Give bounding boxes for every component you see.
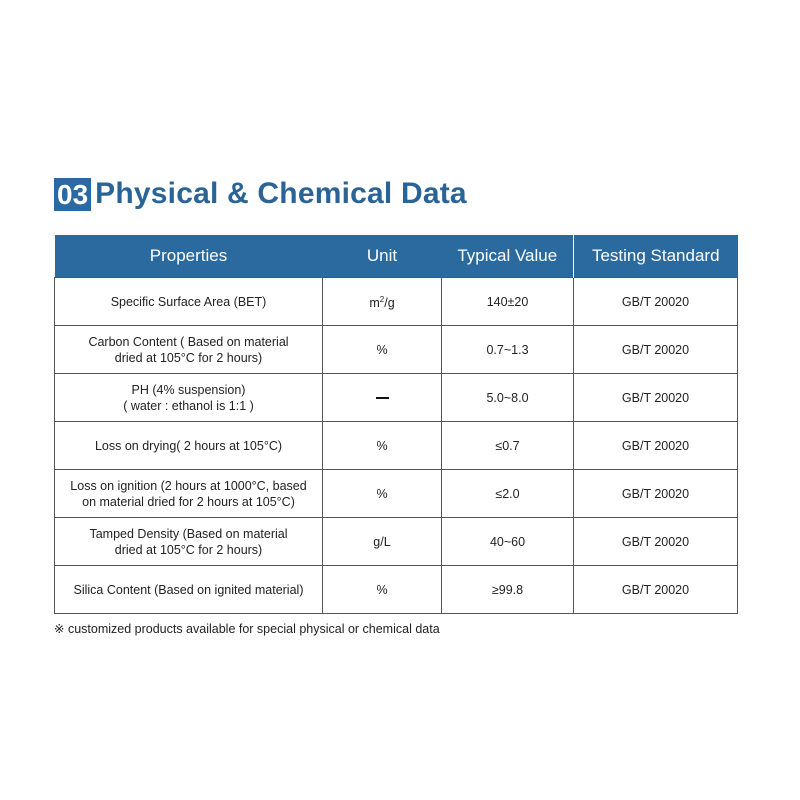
property-cell: Loss on ignition (2 hours at 1000°C, based on material dried for 2 hours at 105°C) (55, 470, 323, 518)
unit-cell: % (323, 326, 442, 374)
table-header-row (55, 235, 738, 278)
typical-value-cell: ≤2.0 (442, 470, 574, 518)
unit-cell (323, 374, 442, 422)
table-row (55, 326, 738, 374)
testing-standard-cell: GB/T 20020 (574, 326, 738, 374)
table-row (55, 470, 738, 518)
page-title: Physical & Chemical Data (95, 177, 467, 210)
header-typical-value: Typical Value (442, 235, 574, 278)
unit-cell: % (323, 422, 442, 470)
testing-standard-cell: GB/T 20020 (574, 422, 738, 470)
footnote: ※ customized products available for special physical or chemical data (54, 622, 440, 636)
table-row (55, 566, 738, 614)
table-row (55, 374, 738, 422)
property-cell: PH (4% suspension) ( water : ethanol is 1:1 ) (55, 374, 323, 422)
header-properties: Properties (55, 235, 323, 278)
table-row (55, 518, 738, 566)
testing-standard-cell: GB/T 20020 (574, 374, 738, 422)
testing-standard-cell: GB/T 20020 (574, 278, 738, 326)
property-cell: Silica Content (Based on ignited material) (55, 566, 323, 614)
property-cell: Specific Surface Area (BET) (55, 278, 323, 326)
testing-standard-cell: GB/T 20020 (574, 470, 738, 518)
unit-cell: % (323, 566, 442, 614)
typical-value-cell: ≥99.8 (442, 566, 574, 614)
testing-standard-cell: GB/T 20020 (574, 566, 738, 614)
dash-icon (376, 397, 389, 399)
typical-value-cell: 40~60 (442, 518, 574, 566)
typical-value-cell: ≤0.7 (442, 422, 574, 470)
testing-standard-cell: GB/T 20020 (574, 518, 738, 566)
typical-value-cell: 5.0~8.0 (442, 374, 574, 422)
property-cell: Loss on drying( 2 hours at 105°C) (55, 422, 323, 470)
header-testing-standard: Testing Standard (574, 235, 738, 278)
typical-value-cell: 140±20 (442, 278, 574, 326)
section-title (54, 176, 467, 212)
physical-chemical-data-table (54, 235, 738, 614)
unit-cell: g/L (323, 518, 442, 566)
header-unit: Unit (323, 235, 442, 278)
table-row (55, 278, 738, 326)
property-cell: Tamped Density (Based on material dried at 105°C for 2 hours) (55, 518, 323, 566)
property-cell: Carbon Content ( Based on material dried at 105°C for 2 hours) (55, 326, 323, 374)
unit-cell: $m^2/g$ (323, 278, 442, 326)
typical-value-cell: 0.7~1.3 (442, 326, 574, 374)
unit-cell: % (323, 470, 442, 518)
section-number-badge: 03 (54, 178, 91, 211)
table-row (55, 422, 738, 470)
